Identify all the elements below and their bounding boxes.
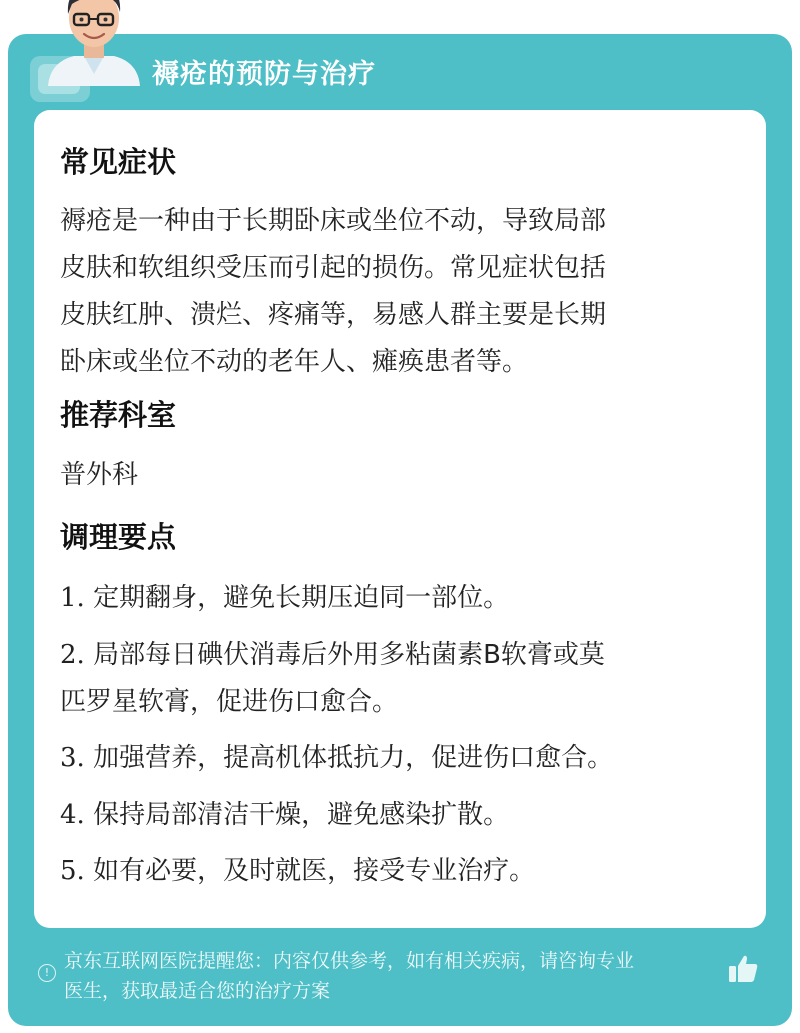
care-item-number: 2. <box>60 640 85 670</box>
symptoms-text <box>60 198 750 386</box>
care-item <box>60 848 750 895</box>
department-value: 普外科 <box>60 460 139 490</box>
care-item-number: 1. <box>60 583 85 613</box>
symptoms-line: 皮肤红肿、溃烂、疼痛等，易感人群主要是长期 <box>60 300 607 330</box>
symptoms-title: 常见症状 <box>60 145 177 179</box>
doctor-avatar <box>40 0 148 86</box>
care-item <box>60 735 750 782</box>
care-item-number: 4. <box>60 800 85 830</box>
care-item-text: 如有必要，及时就医，接受专业治疗。 <box>93 856 536 886</box>
disclaimer-line: 京东互联网医院提醒您：内容仅供参考，如有相关疾病，请咨询专业 <box>64 950 635 972</box>
care-item-text: 保持局部清洁干燥，避免感染扩散。 <box>93 800 510 830</box>
care-item-number: 3. <box>60 743 85 773</box>
care-item-text: 匹罗星软膏，促进伤口愈合。 <box>60 687 399 717</box>
thumbs-up-icon[interactable] <box>726 952 760 986</box>
disclaimer-line: 医生，获取最适合您的治疗方案 <box>64 980 331 1002</box>
disclaimer <box>64 946 734 1006</box>
info-card <box>34 110 766 928</box>
care-item-text: 定期翻身，避免长期压迫同一部位。 <box>93 583 510 613</box>
info-icon: ! <box>38 964 56 982</box>
symptoms-line: 皮肤和软组织受压而引起的损伤。常见症状包括 <box>60 253 607 283</box>
care-title: 调理要点 <box>60 520 177 554</box>
care-item <box>60 575 750 622</box>
department-title: 推荐科室 <box>60 398 177 432</box>
care-item-text: 加强营养，提高机体抵抗力，促进伤口愈合。 <box>93 743 614 773</box>
content-panel <box>8 34 792 1026</box>
symptoms-line: 褥疮是一种由于长期卧床或坐位不动，导致局部 <box>60 206 607 236</box>
page-title: 褥疮的预防与治疗 <box>152 59 376 90</box>
care-item <box>60 792 750 839</box>
care-item <box>60 632 750 726</box>
symptoms-line: 卧床或坐位不动的老年人、瘫痪患者等。 <box>60 347 529 377</box>
care-item-text: 局部每日碘伏消毒后外用多粘菌素B软膏或莫 <box>93 640 605 670</box>
care-item-number: 5. <box>60 856 85 886</box>
